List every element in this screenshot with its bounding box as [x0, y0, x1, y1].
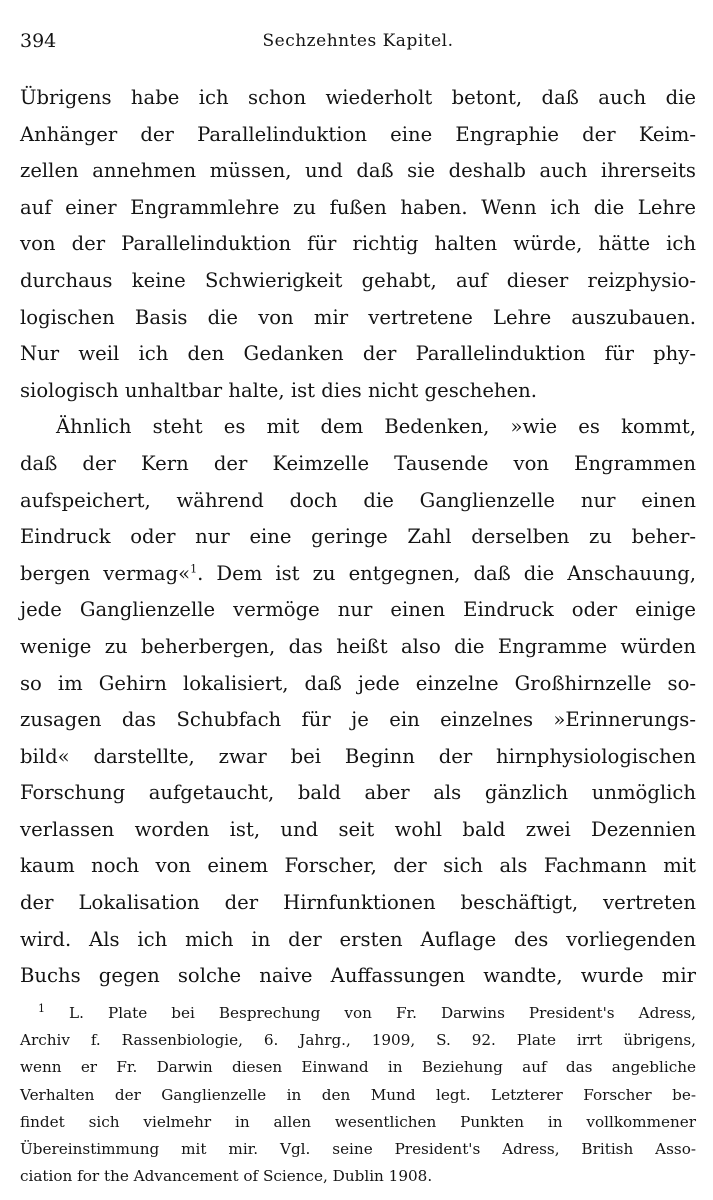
page-header: [20, 30, 696, 54]
text-line: der Lokalisation der Hirnfunktionen beschäftigt, vertreten: [20, 891, 696, 915]
footnote-line: ciation for the Advancement of Science, Dublin 1908.: [20, 1167, 433, 1186]
text-line: wird. Als ich mich in der ersten Auflage des vorliegenden: [20, 927, 696, 951]
page-number: 394: [20, 30, 57, 52]
running-title: Sechzehntes Kapitel.: [262, 31, 454, 51]
book-page: [20, 0, 696, 1200]
text-line: bild« darstellte, zwar bei Beginn der hirnphysiologischen: [20, 744, 696, 768]
text-line: Übrigens habe ich schon wiederholt betont, daß auch die: [20, 86, 696, 109]
text-line: Anhänger der Parallelinduktion eine Engraphie der Keim-: [20, 122, 696, 146]
text-line: logischen Basis die von mir vertretene Lehre auszubauen.: [20, 305, 696, 329]
text-line: wenige zu beherbergen, das heißt also die Engramme würden: [20, 634, 696, 658]
text-line: so im Gehirn lokalisiert, daß jede einzelne Großhirnzelle so-: [20, 671, 696, 695]
footnote-marker: 1: [38, 1001, 45, 1015]
text-line-with-footnote: [20, 556, 696, 593]
text-line: jede Ganglienzelle vermöge nur einen Eindruck oder einige: [20, 598, 696, 622]
footnote-line: Archiv f. Rassenbiologie, 6. Jahrg., 1909, S. 92. Plate irrt übrigens,: [20, 1031, 696, 1050]
text-line: aufspeichert, während doch die Ganglienzelle nur einen: [20, 488, 696, 512]
footnote: [20, 1000, 696, 1190]
text-line: Ähnlich steht es mit dem Bedenken, »wie es kommt,: [56, 415, 696, 439]
footnote-line: wenn er Fr. Darwin diesen Einwand in Beziehung auf das angebliche: [20, 1058, 696, 1077]
text-line: Nur weil ich den Gedanken der Parallelinduktion für phy-: [20, 342, 696, 366]
text-line: verlassen worden ist, und seit wohl bald zwei Dezennien: [20, 817, 696, 841]
text-line: Forschung aufgetaucht, bald aber als gänzlich unmöglich: [20, 781, 696, 805]
footnote-reference[interactable]: 1: [190, 562, 198, 576]
text-segment: bergen vermag«: [20, 561, 191, 585]
text-line: auf einer Engrammlehre zu fußen haben. Wenn ich die Lehre: [20, 195, 696, 219]
text-line: zellen annehmen müssen, und daß sie deshalb auch ihrerseits: [20, 159, 696, 183]
text-line: daß der Kern der Keimzelle Tausende von Engrammen: [20, 451, 696, 475]
footnote-text: L. Plate bei Besprechung von Fr. Darwins President's Adress,: [69, 1004, 696, 1022]
text-line: Buchs gegen solche naive Auffassungen wandte, wurde mir: [20, 964, 696, 988]
body-text: [20, 80, 696, 995]
text-segment: . Dem ist zu entgegnen, daß die Anschauung,: [197, 561, 696, 585]
footnote-line: [20, 1000, 696, 1027]
text-line: siologisch unhaltbar halte, ist dies nicht geschehen.: [20, 378, 537, 402]
footnote-line: Übereinstimmung mit mir. Vgl. seine President's Adress, British Asso-: [20, 1139, 696, 1158]
text-line: durchaus keine Schwierigkeit gehabt, auf dieser reizphysio-: [20, 268, 696, 292]
text-line: Eindruck oder nur eine geringe Zahl derselben zu beher-: [20, 525, 696, 549]
text-line: kaum noch von einem Forscher, der sich als Fachmann mit: [20, 854, 696, 878]
text-line: zusagen das Schubfach für je ein einzelnes »Erinnerungs-: [20, 708, 696, 732]
footnote-line: Verhalten der Ganglienzelle in den Mund legt. Letzterer Forscher be-: [20, 1085, 696, 1104]
text-line: von der Parallelinduktion für richtig halten würde, hätte ich: [20, 232, 696, 256]
footnote-line: findet sich vielmehr in allen wesentlichen Punkten in vollkommener: [20, 1112, 696, 1131]
